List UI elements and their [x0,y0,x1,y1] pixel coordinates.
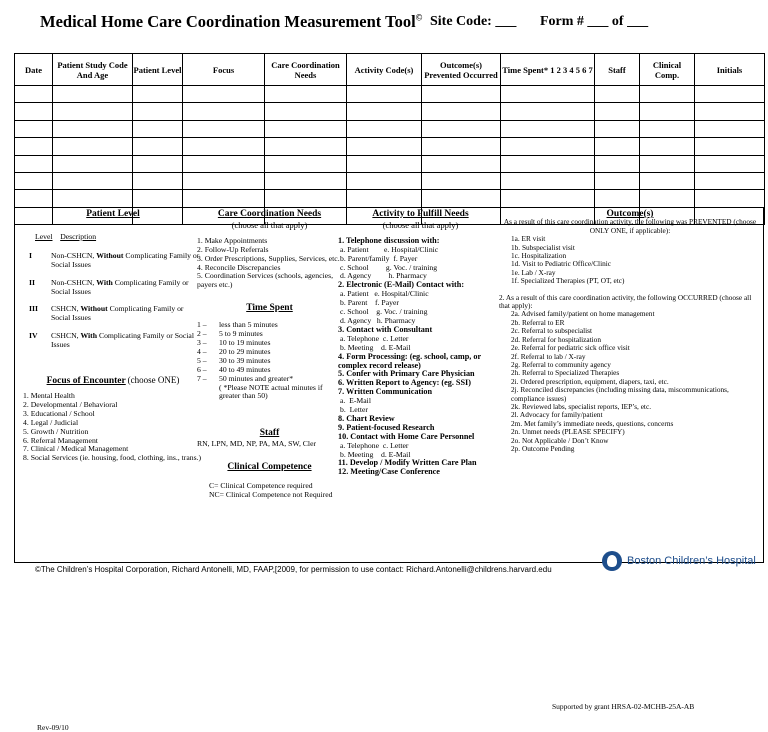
outcome-intro-prevented: As a result of this care coordination activity, the following was PREVENTED (choose ONLY ONE, if applicable): [503,217,757,235]
patient-level-item [23,279,203,297]
table-cell[interactable] [501,103,595,120]
activity-list [338,237,503,477]
focus-list [23,392,203,463]
table-cell[interactable] [501,86,595,103]
table-cell[interactable] [133,86,183,103]
focus-item: 6. Referral Management [23,435,98,445]
activity-item: 6. Written Report to Agency: (eg. SSI) [338,378,471,388]
table-cell[interactable] [595,103,640,120]
occurred-item: 2m. Met family’s immediate needs, questions, concerns [511,418,674,428]
activity-subitem: b. Letter [340,405,368,415]
table-cell[interactable] [422,103,501,120]
activity-item: 1. Telephone discussion with: [338,235,440,245]
table-cell[interactable] [347,120,422,137]
occurred-item: 2e. Referral for pediatric sick office visit [511,343,630,353]
table-body [15,86,765,225]
table-cell[interactable] [501,155,595,172]
table-cell[interactable] [15,190,53,207]
table-row [15,86,765,103]
table-cell[interactable] [15,103,53,120]
prevented-item: 1f. Specialized Therapies (PT, OT, etc) [511,276,625,286]
level-number: II [29,277,35,287]
activity-subitem: d. Agency h. Pharmacy [340,271,427,281]
outcome-heading: Outcome(s) [606,209,654,219]
prevented-item: 1c. Hospitalization [511,251,567,261]
table-cell[interactable] [347,103,422,120]
table-row [15,120,765,137]
clinical-list [197,482,342,500]
table-cell[interactable] [347,155,422,172]
occurred-item: 2l. Advocacy for family/patient [511,410,603,420]
table-header-row [15,54,765,86]
table-cell[interactable] [133,120,183,137]
time-code: 3 – [197,337,207,347]
activity-subitem: a. Telephone c. Letter [340,440,409,450]
activity-item: 9. Patient-focused Research [338,422,435,432]
patient-level-list [23,252,203,350]
need-item: 1. Make Appointments [197,235,268,245]
patient-level-item [23,252,203,270]
occurred-item: 2j. Reconciled discrepancies (including missing data, miscommunications, compliance issues) [511,385,729,403]
table-cell[interactable] [53,155,133,172]
activity-item: 5. Confer with Primary Care Physician [338,369,475,379]
table-cell[interactable] [265,138,347,155]
table-cell[interactable] [695,172,765,189]
table-cell[interactable] [265,86,347,103]
table-cell[interactable] [595,138,640,155]
occurred-item: 2h. Referral to Specialized Therapies [511,368,620,378]
activity-subitem: a. Telephone c. Letter [340,333,409,343]
column-header: Staff [595,54,640,86]
activity-subitem: d. Agency h. Pharmacy [340,315,416,325]
activity-subitem: b. Meeting d. E-Mail [340,342,411,352]
prevented-item: 1d. Visit to Pediatric Office/Clinic [511,259,612,269]
column-header: Focus [183,54,265,86]
activity-item: 4. Form Processing: (eg. school, camp, or complex record release) [338,351,481,370]
table-cell[interactable] [15,120,53,137]
occurred-item: 2a. Advised family/patient on home management [511,309,655,319]
focus-item: 3. Educational / School [23,408,95,418]
table-cell[interactable] [695,155,765,172]
activity-subitem: a. Patient e. Hospital/Clinic [340,289,429,299]
focus-item: 7. Clinical / Medical Management [23,444,129,454]
hospital-logo [602,551,756,571]
hospital-logo-icon [602,551,622,571]
time-label: 5 to 9 minutes [219,329,263,339]
table-cell[interactable] [501,120,595,137]
grant-note: Supported by grant HRSA-02-MCHB-25A-AB [552,702,695,711]
time-code: 4 – [197,346,207,356]
time-label: 30 to 39 minutes [219,355,271,365]
table-cell[interactable] [133,138,183,155]
need-item: 3. Order Prescriptions, Supplies, Services, etc. [197,253,340,263]
need-item: 4. Reconcile Discrepancies [197,262,281,272]
table-cell[interactable] [15,86,53,103]
table-cell[interactable] [133,103,183,120]
patient-level-item [23,332,203,350]
prevented-item: 1b. Subspecialist visit [511,242,575,252]
level-col-label: Level [35,231,53,241]
occurred-item: 2d. Referral for hospitalization [511,334,601,344]
time-note: ( *Please NOTE actual minutes if greater than 50) [219,382,323,401]
level-description: CSHCN, With Complicating Family or Social Issues [51,331,194,350]
activity-section [338,210,503,477]
time-label: 10 to 19 minutes [219,337,271,347]
table-cell[interactable] [265,103,347,120]
table-cell[interactable] [15,138,53,155]
column-header: Date [15,54,53,86]
table-cell[interactable] [183,155,265,172]
table-cell[interactable] [347,86,422,103]
table-cell[interactable] [183,86,265,103]
table-cell[interactable] [695,120,765,137]
table-row [15,172,765,189]
log-table [14,53,765,225]
time-code: 7 – [197,373,207,383]
table-cell[interactable] [422,86,501,103]
focus-item: 1. Mental Health [23,390,75,400]
column-header: Time Spent* 1 2 3 4 5 6 7 [501,54,595,86]
time-list [197,321,342,383]
revision-label: Rev-09/10 [37,723,69,732]
activity-item: 10. Contact with Home Care Personnel [338,431,475,441]
table-cell[interactable] [422,190,501,207]
focus-item: 4. Legal / Judicial [23,417,79,427]
occurred-item: 2g. Referral to community agency [511,359,611,369]
form-title: Medical Home Care Coordination Measurement Tool© [40,12,423,31]
occurred-item: 2n. Unmet needs (PLEASE SPECIFY) [511,427,625,437]
table-cell[interactable] [265,190,347,207]
level-number: IV [29,331,38,341]
level-description: Non-CSHCN, Without Complicating Family or Social Issues [51,250,200,269]
time-heading: Time Spent [246,303,293,314]
level-emphasis: With [80,331,98,341]
table-cell[interactable] [640,103,695,120]
patient-level-section [23,210,203,463]
clinical-heading: Clinical Competence [227,462,312,473]
needs-heading: Care Coordination Needs [217,209,322,219]
occurred-list [499,310,761,453]
form-number-label: Form # ___ of ___ [540,14,649,29]
occurred-item: 2f. Referral to lab / X-ray [511,351,586,361]
occurred-item: 2b. Referral to ER [511,317,565,327]
time-code: 1 – [197,320,207,330]
activity-subitem: b. Meeting d. E-Mail [340,449,411,459]
prevented-list [499,235,761,285]
table-cell[interactable] [422,172,501,189]
table-cell[interactable] [501,138,595,155]
table-cell[interactable] [422,155,501,172]
table-cell[interactable] [501,190,595,207]
level-number: III [29,304,38,314]
table-row [15,155,765,172]
level-description: Non-CSHCN, With Complicating Family or Social Issues [51,277,189,296]
table-cell[interactable] [695,190,765,207]
level-emphasis: Without [96,250,124,260]
table-cell[interactable] [133,172,183,189]
activity-subitem: c. School g. Voc. / training [340,307,428,317]
needs-section [197,210,342,500]
table-cell[interactable] [595,172,640,189]
table-cell[interactable] [640,86,695,103]
table-row [15,138,765,155]
table-cell[interactable] [183,190,265,207]
focus-item: 8. Social Services (ie. housing, food, clothing, ins., trans.) [23,453,202,463]
focus-heading: Focus of Encounter (choose ONE) [46,375,180,387]
occurred-item: 2c. Referral to subspecialist [511,326,593,336]
activity-subitem: a. Patient e. Hospital/Clinic [340,244,439,254]
table-cell[interactable] [695,103,765,120]
table-cell[interactable] [640,190,695,207]
table-cell[interactable] [640,172,695,189]
clinical-item: NC= Clinical Competence not Required [209,489,333,499]
table-cell[interactable] [695,86,765,103]
activity-item: 2. Electronic (E-Mail) Contact with: [338,280,465,290]
table-cell[interactable] [15,155,53,172]
needs-subheading: (choose all that apply) [231,219,308,230]
activity-item: 3. Contact with Consultant [338,324,433,334]
table-cell[interactable] [640,155,695,172]
table-cell[interactable] [347,138,422,155]
table-cell[interactable] [133,155,183,172]
level-emphasis: Without [80,304,108,314]
outcome-section [499,210,761,453]
table-cell[interactable] [265,120,347,137]
table-cell[interactable] [133,190,183,207]
table-cell[interactable] [640,120,695,137]
table-cell[interactable] [53,172,133,189]
activity-subitem: c. School g. Voc. / training [340,262,438,272]
hospital-logo-text: Boston Children’s Hospital [627,555,756,567]
table-cell[interactable] [53,103,133,120]
activity-subitem: b. Parent f. Payer [340,298,399,308]
activity-subitem: a. E-Mail [340,396,371,406]
column-header: Patient Level [133,54,183,86]
column-header: Outcome(s) Prevented Occurred [422,54,501,86]
clinical-item: C= Clinical Competence required [209,481,313,491]
table-cell[interactable] [53,190,133,207]
table-cell[interactable] [501,172,595,189]
focus-item: 2. Developmental / Behavioral [23,399,118,409]
activity-item: 12. Meeting/Case Conference [338,467,440,477]
prevented-item: 1e. Lab / X-ray [511,267,556,277]
outcome-intro-occurred: 2. As a result of this care coordination activity, the following OCCURRED (choose all that apply): [499,292,752,311]
table-row [15,190,765,207]
focus-item: 5. Growth / Nutrition [23,426,89,436]
column-header: Activity Code(s) [347,54,422,86]
time-label: 40 to 49 minutes [219,364,271,374]
time-label: 20 to 29 minutes [219,346,271,356]
activity-subheading: (choose all that apply) [382,219,459,230]
column-header: Clinical Comp. [640,54,695,86]
table-cell[interactable] [183,172,265,189]
time-code: 6 – [197,364,207,374]
column-header: Initials [695,54,765,86]
site-code-label: Site Code: ___ [430,14,517,29]
copyright-footer: ©The Children’s Hospital Corporation, Richard Antonelli, MD, FAAP,[2009, for permission to use contact: Richard.Antonelli@childrens.harvard.edu [35,565,552,574]
table-row [15,103,765,120]
table-cell[interactable] [265,155,347,172]
table-cell[interactable] [15,172,53,189]
need-item: 5. Coordination Services (schools, agencies, payers etc.) [197,271,333,290]
activity-item: 8. Chart Review [338,413,395,423]
table-cell[interactable] [422,120,501,137]
occurred-item: 2p. Outcome Pending [511,443,575,453]
activity-item: 11. Develop / Modify Written Care Plan [338,458,477,468]
patient-level-heading: Patient Level [86,209,140,219]
column-header: Care Coordination Needs [265,54,347,86]
occurred-item: 2i. Ordered prescription, equipment, diapers, taxi, etc. [511,376,669,386]
prevented-item: 1a. ER visit [511,234,546,244]
table-cell[interactable] [183,120,265,137]
table-cell[interactable] [53,138,133,155]
staff-list: RN, LPN, MD, NP, PA, MA, SW, Cler [197,439,317,449]
table-cell[interactable] [265,172,347,189]
table-cell[interactable] [595,155,640,172]
activity-item: 7. Written Communication [338,387,433,397]
occurred-item: 2k. Reviewed labs, specialist reports, IEP’s, etc. [511,401,652,411]
table-cell[interactable] [595,86,640,103]
time-label: 50 minutes and greater* [219,373,294,383]
level-number: I [29,250,32,260]
staff-heading: Staff [259,428,280,439]
table-cell[interactable] [640,138,695,155]
needs-list [197,237,342,290]
time-code: 5 – [197,355,207,365]
table-cell[interactable] [183,103,265,120]
table-cell[interactable] [695,138,765,155]
table-cell[interactable] [595,120,640,137]
description-col-label: Description [60,231,97,241]
table-cell[interactable] [347,172,422,189]
need-item: 2. Follow-Up Referrals [197,244,269,254]
occurred-item: 2o. Not Applicable / Don’t Know [511,435,609,445]
table-cell[interactable] [422,138,501,155]
table-cell[interactable] [595,190,640,207]
level-emphasis: With [96,277,113,287]
activity-subitem: b. Parent/family f. Payer [340,253,418,263]
time-code: 2 – [197,329,207,339]
table-cell[interactable] [347,190,422,207]
column-header: Patient Study Code And Age [53,54,133,86]
table-cell[interactable] [183,138,265,155]
patient-level-item [23,305,203,323]
table-cell[interactable] [53,120,133,137]
activity-heading: Activity to Fulfill Needs [372,209,469,219]
level-description: CSHCN, Without Complicating Family or Social Issues [51,304,184,323]
table-cell[interactable] [53,86,133,103]
time-label: less than 5 minutes [219,320,278,330]
